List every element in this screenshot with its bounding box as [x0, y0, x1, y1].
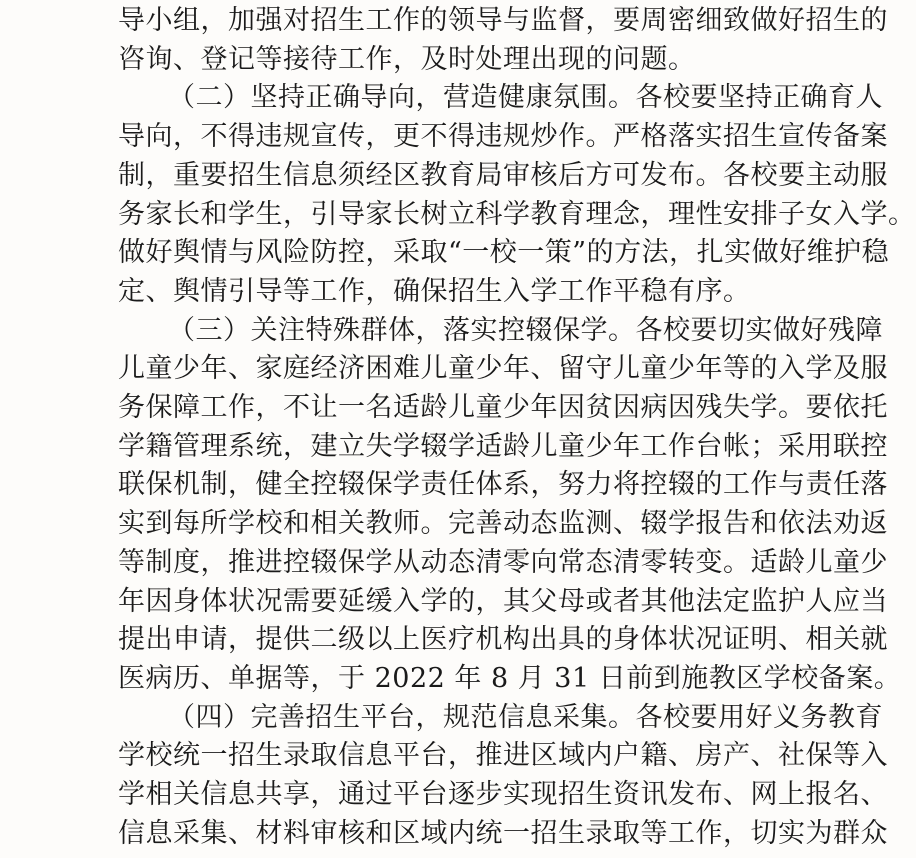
text-line: 定、舆情引导等工作，确保招生入学工作平稳有序。	[118, 276, 751, 307]
text-line: 年因身体状况需要延缓入学的，其父母或者其他法定监护人应当	[118, 586, 888, 617]
text-line: 儿童少年、家庭经济困难儿童少年、留守儿童少年等的入学及服	[118, 353, 888, 384]
text-line: 提出申请，提供二级以上医疗机构出具的身体状况证明、相关就	[118, 624, 888, 655]
text-line: 咨询、登记等接待工作，及时处理出现的问题。	[118, 44, 696, 75]
text-line: 制，重要招生信息须经区教育局审核后方可发布。各校要主动服	[118, 160, 888, 191]
text-line: 务保障工作，不让一名适龄儿童少年因贫因病因残失学。要依托	[118, 392, 888, 423]
text-line: 信息采集、材料审核和区域内统一招生录取等工作，切实为群众	[118, 818, 888, 849]
text-line: 学籍管理系统，建立失学辍学适龄儿童少年工作台帐；采用联控	[118, 431, 888, 462]
section-heading-line: （四）完善招生平台，规范信息采集。各校要用好义务教育	[168, 702, 883, 733]
text-line: 联保机制，健全控辍保学责任体系，努力将控辍的工作与责任落	[118, 469, 888, 500]
text-line: 实到每所学校和相关教师。完善动态监测、辍学报告和依法劝返	[118, 508, 888, 539]
section-heading-line: （二）坚持正确导向，营造健康氛围。各校要坚持正确育人	[168, 82, 883, 113]
text-line: 导向，不得违规宣传，更不得违规炒作。严格落实招生宣传备案	[118, 121, 888, 152]
text-line: 医病历、单据等，于 2022 年 8 月 31 日前到施教区学校备案。	[118, 663, 902, 694]
text-line: 等制度，推进控辍保学从动态清零向常态清零转变。适龄儿童少	[118, 547, 888, 578]
text-line: 做好舆情与风险防控，采取“一校一策”的方法，扎实做好维护稳	[118, 237, 890, 268]
text-line: 学校统一招生录取信息平台，推进区域内户籍、房产、社保等入	[118, 740, 888, 771]
text-line: 学相关信息共享，通过平台逐步实现招生资讯发布、网上报名、	[118, 779, 888, 810]
text-line: 务家长和学生，引导家长树立科学教育理念，理性安排子女入学。	[118, 199, 916, 230]
text-line: 导小组，加强对招生工作的领导与监督，要周密细致做好招生的	[118, 5, 888, 36]
section-heading-line: （三）关注特殊群体，落实控辍保学。各校要切实做好残障	[168, 315, 883, 346]
